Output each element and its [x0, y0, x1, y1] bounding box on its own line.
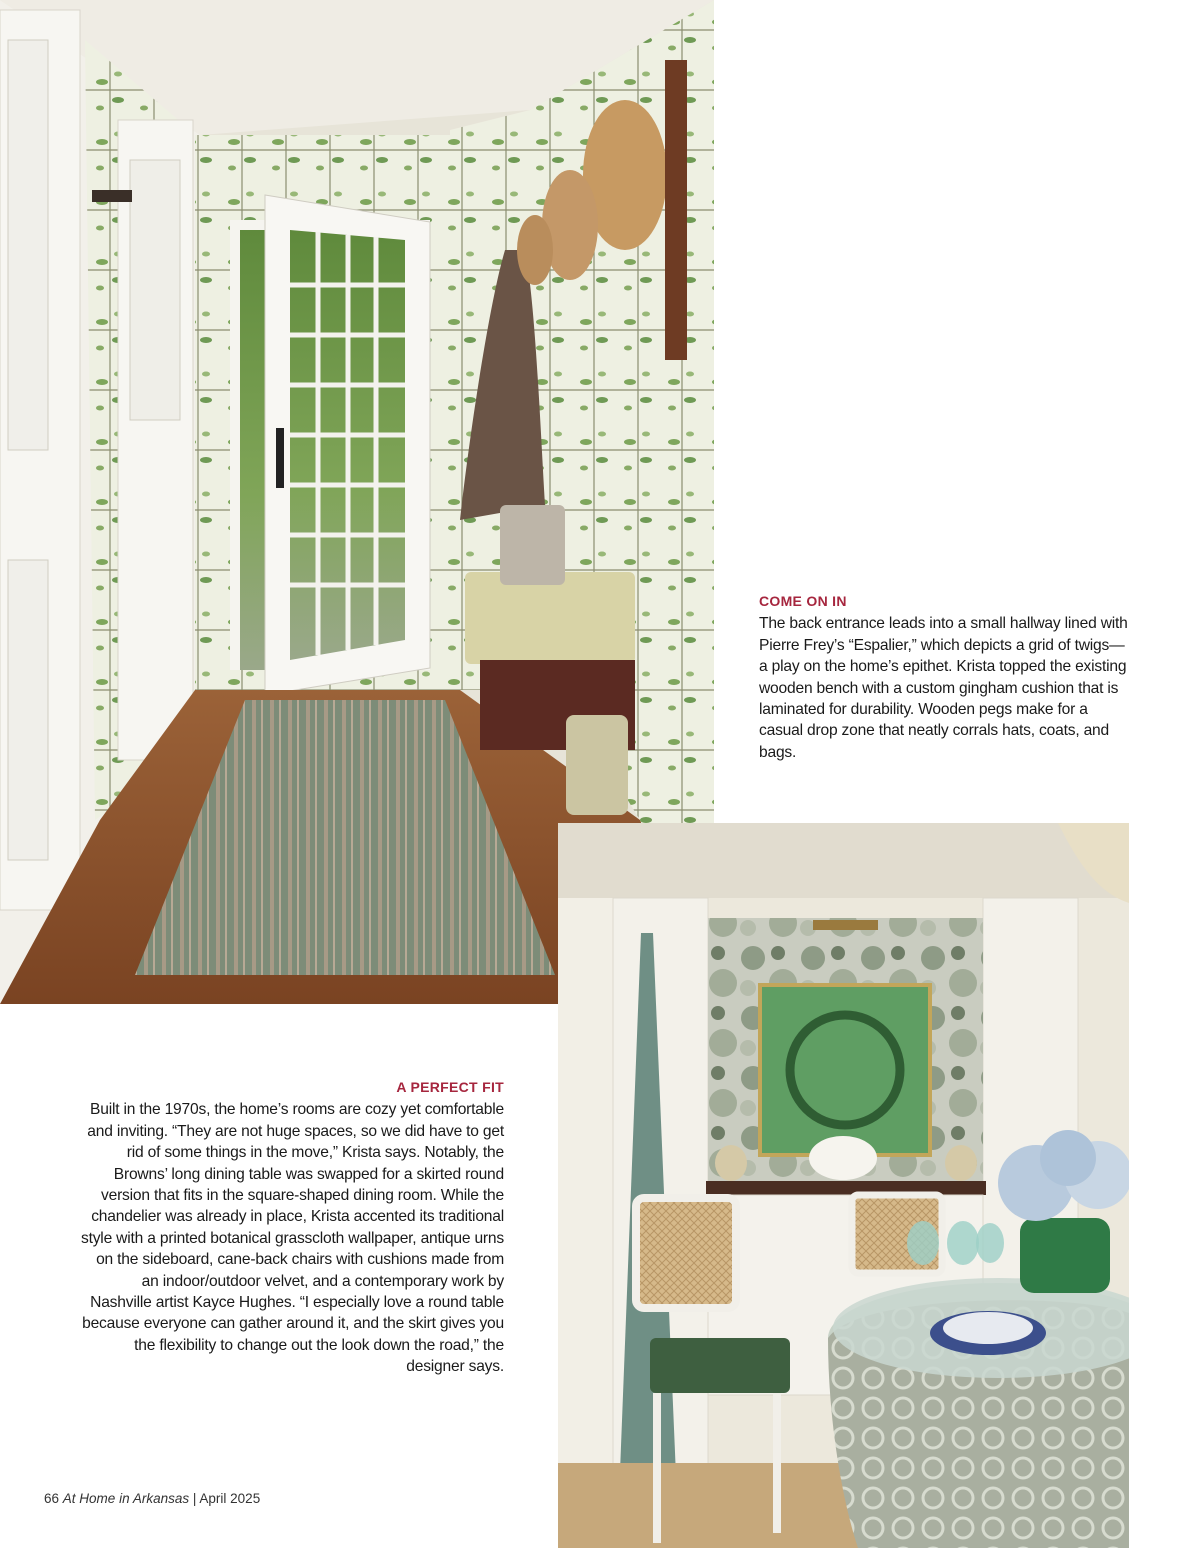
- folio-separator: |: [192, 1491, 197, 1506]
- caption-body: Built in the 1970s, the home’s rooms are cozy yet comfortable and inviting. “They are not huge spaces, so we did have to get rid of some things in the move,” Krista says. Notably, the Browns’ long dining table was swapped for a skirted round version that fits in the square-shaped dining room. While the chandelier was already in place, Krista accented its traditional style with a printed botanical grasscloth wallpaper, antique urns on the sideboard, cane-back chairs with cushions made from an indoor/outdoor velvet, and a contemporary work by Nashville artist Kayce Hughes. “I especially love a round table because everyone can gather around it, and the skirt gives you the flexibility to change out the look down the road,” the designer says.: [80, 1101, 504, 1376]
- caption-heading: A PERFECT FIT: [396, 1079, 504, 1095]
- caption-perfect-fit: [78, 1077, 504, 1378]
- page-folio: [44, 1491, 260, 1506]
- caption-heading: COME ON IN: [759, 593, 847, 609]
- caption-body: The back entrance leads into a small hallway lined with Pierre Frey’s “Espalier,” which depicts a grid of twigs—a play on the home’s epithet. Krista topped the existing wooden bench with a custom gingham cushion that is laminated for durability. Wooden pegs make for a casual drop zone that neatly corrals hats, coats, and bags.: [759, 615, 1128, 761]
- issue-date: April 2025: [199, 1491, 261, 1506]
- dining-room-photo: [558, 823, 1129, 1548]
- page-number: 66: [44, 1491, 60, 1506]
- caption-come-on-in: [759, 591, 1129, 763]
- magazine-title: At Home in Arkansas: [62, 1491, 190, 1506]
